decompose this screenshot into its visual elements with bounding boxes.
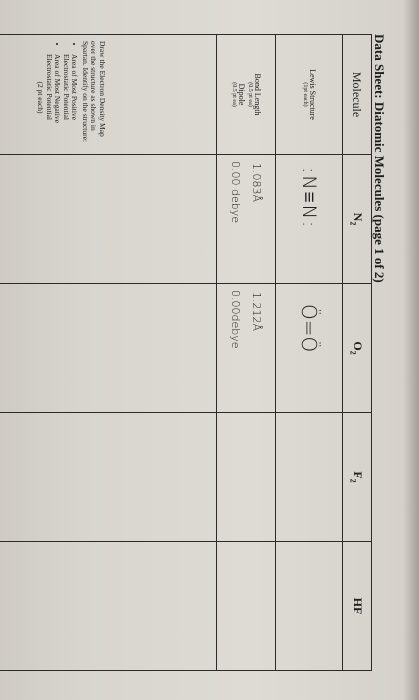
n2-bond-cell[interactable] xyxy=(217,155,276,284)
o2-bond-length: 1.212Å xyxy=(250,292,263,332)
map-row xyxy=(0,35,217,671)
hf-bond-cell[interactable] xyxy=(217,542,276,671)
col-header-n2: $N_2$ xyxy=(343,155,372,284)
o2-bond-cell[interactable] xyxy=(217,284,276,413)
n2-map-cell[interactable] xyxy=(0,155,217,284)
col-header-hf: HF xyxy=(343,542,372,671)
o2-lewis-handwriting: Ö=Ö xyxy=(297,304,321,353)
map-label: Draw the Electron Density Map over the structure as shown in Spartan. Identify on the structure: • Area of Most Positive Electrostatic Potential • Area of Most Negative Electrostatic Potential (2 pt each) xyxy=(0,35,217,155)
col-header-f2: $F_2$ xyxy=(343,413,372,542)
lewis-label: Lewis Structure (1pt each) xyxy=(276,35,343,155)
o2-lewis-cell[interactable] xyxy=(276,284,343,413)
n2-lewis-handwriting: :N≡N: xyxy=(298,167,321,230)
hf-map-cell[interactable] xyxy=(0,542,217,671)
f2-bond-cell[interactable] xyxy=(217,413,276,542)
o2-dipole: 0.00debye xyxy=(229,290,242,349)
n2-bond-length: 1.083Å xyxy=(250,163,263,203)
o2-map-cell[interactable] xyxy=(0,284,217,413)
col-header-o2: $O_2$ xyxy=(343,284,372,413)
data-table xyxy=(0,34,372,671)
f2-map-cell[interactable] xyxy=(0,413,217,542)
n2-lewis-cell[interactable] xyxy=(276,155,343,284)
lewis-row xyxy=(276,35,343,671)
header-row xyxy=(343,35,372,671)
page-title: Data Sheet: Diatomic Molecules (page 1 of 2) xyxy=(372,34,387,283)
n2-dipole: 0.00 debye xyxy=(229,161,242,223)
bond-row xyxy=(217,35,276,671)
f2-lewis-cell[interactable] xyxy=(276,413,343,542)
molecule-header: Molecule xyxy=(343,35,372,155)
bond-label: Bond Length (0.5 pt ea) Dipole (0.5 pt ea) xyxy=(217,35,276,155)
hf-lewis-cell[interactable] xyxy=(276,542,343,671)
